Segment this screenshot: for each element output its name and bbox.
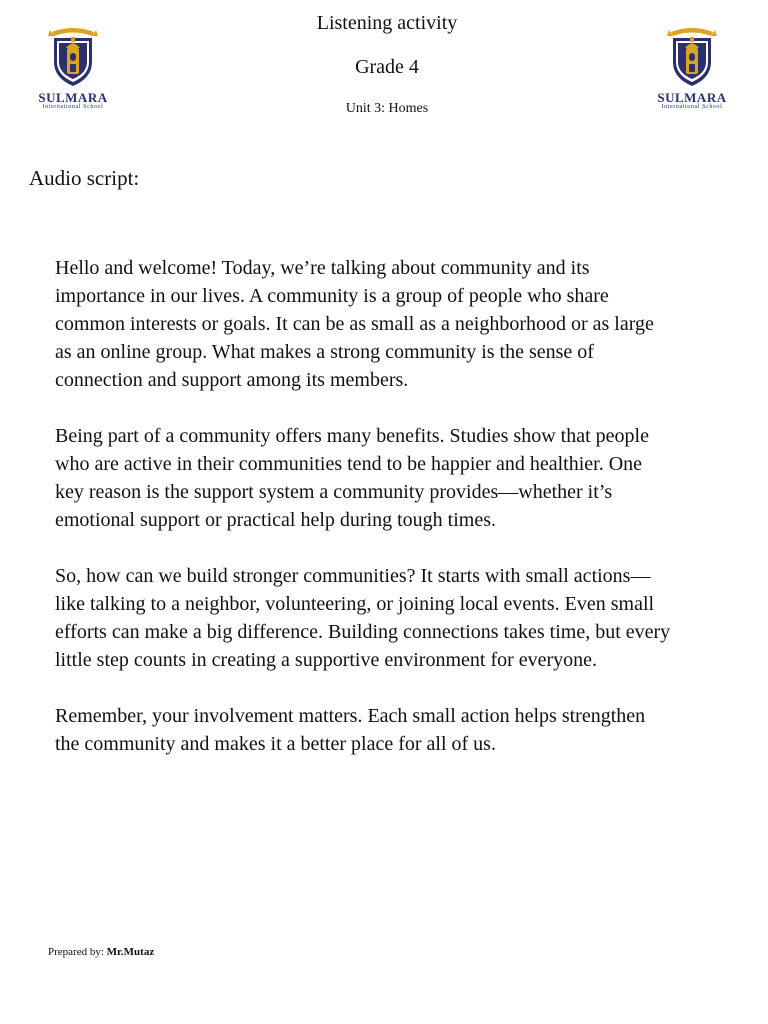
logo-name: SULMARA (38, 90, 108, 105)
script-line: key reason is the support system a community provides—whether it’s (55, 481, 613, 503)
script-line: Hello and welcome! Today, we’re talking about community and its (55, 257, 590, 279)
script-line: common interests or goals. It can be as small as a neighborhood or as large (55, 313, 654, 335)
script-line: as an online group. What makes a strong community is the sense of (55, 341, 594, 363)
script-line: emotional support or practical help during tough times. (55, 509, 497, 531)
logo-subtitle: International School (42, 104, 104, 110)
script-line: the community and makes it a better place for all of us. (55, 733, 496, 755)
unit-label: Unit 3: Homes (345, 101, 429, 116)
logo-name: SULMARA (657, 90, 727, 105)
script-line: Remember, your involvement matters. Each small action helps strengthen (55, 705, 646, 727)
script-paragraph (55, 422, 755, 534)
audio-script-body (55, 254, 755, 786)
script-paragraph (55, 562, 755, 674)
logo-subtitle: International School (661, 104, 723, 110)
prepared-label: Prepared by: (48, 946, 104, 958)
script-line: like talking to a neighbor, volunteering, or joining local events. Even small (55, 593, 655, 615)
audio-script-label: Audio script: (29, 166, 140, 190)
script-line: efforts can make a big difference. Building connections takes time, but every (55, 621, 671, 643)
script-line: importance in our lives. A community is a group of people who share (55, 285, 609, 307)
prepared-by (48, 946, 154, 958)
page-title: Listening activity (316, 12, 458, 34)
script-paragraph (55, 702, 755, 758)
grade-label: Grade 4 (355, 56, 419, 78)
script-line: little step counts in creating a supportive environment for everyone. (55, 649, 598, 671)
script-line: connection and support among its members. (55, 369, 409, 391)
script-line: So, how can we build stronger communities? It starts with small actions— (55, 565, 651, 587)
script-line: Being part of a community offers many benefits. Studies show that people (55, 425, 649, 447)
script-line: who are active in their communities tend to be happier and healthier. One (55, 453, 643, 475)
author-name: Mr.Mutaz (106, 946, 155, 958)
script-paragraph (55, 254, 755, 394)
